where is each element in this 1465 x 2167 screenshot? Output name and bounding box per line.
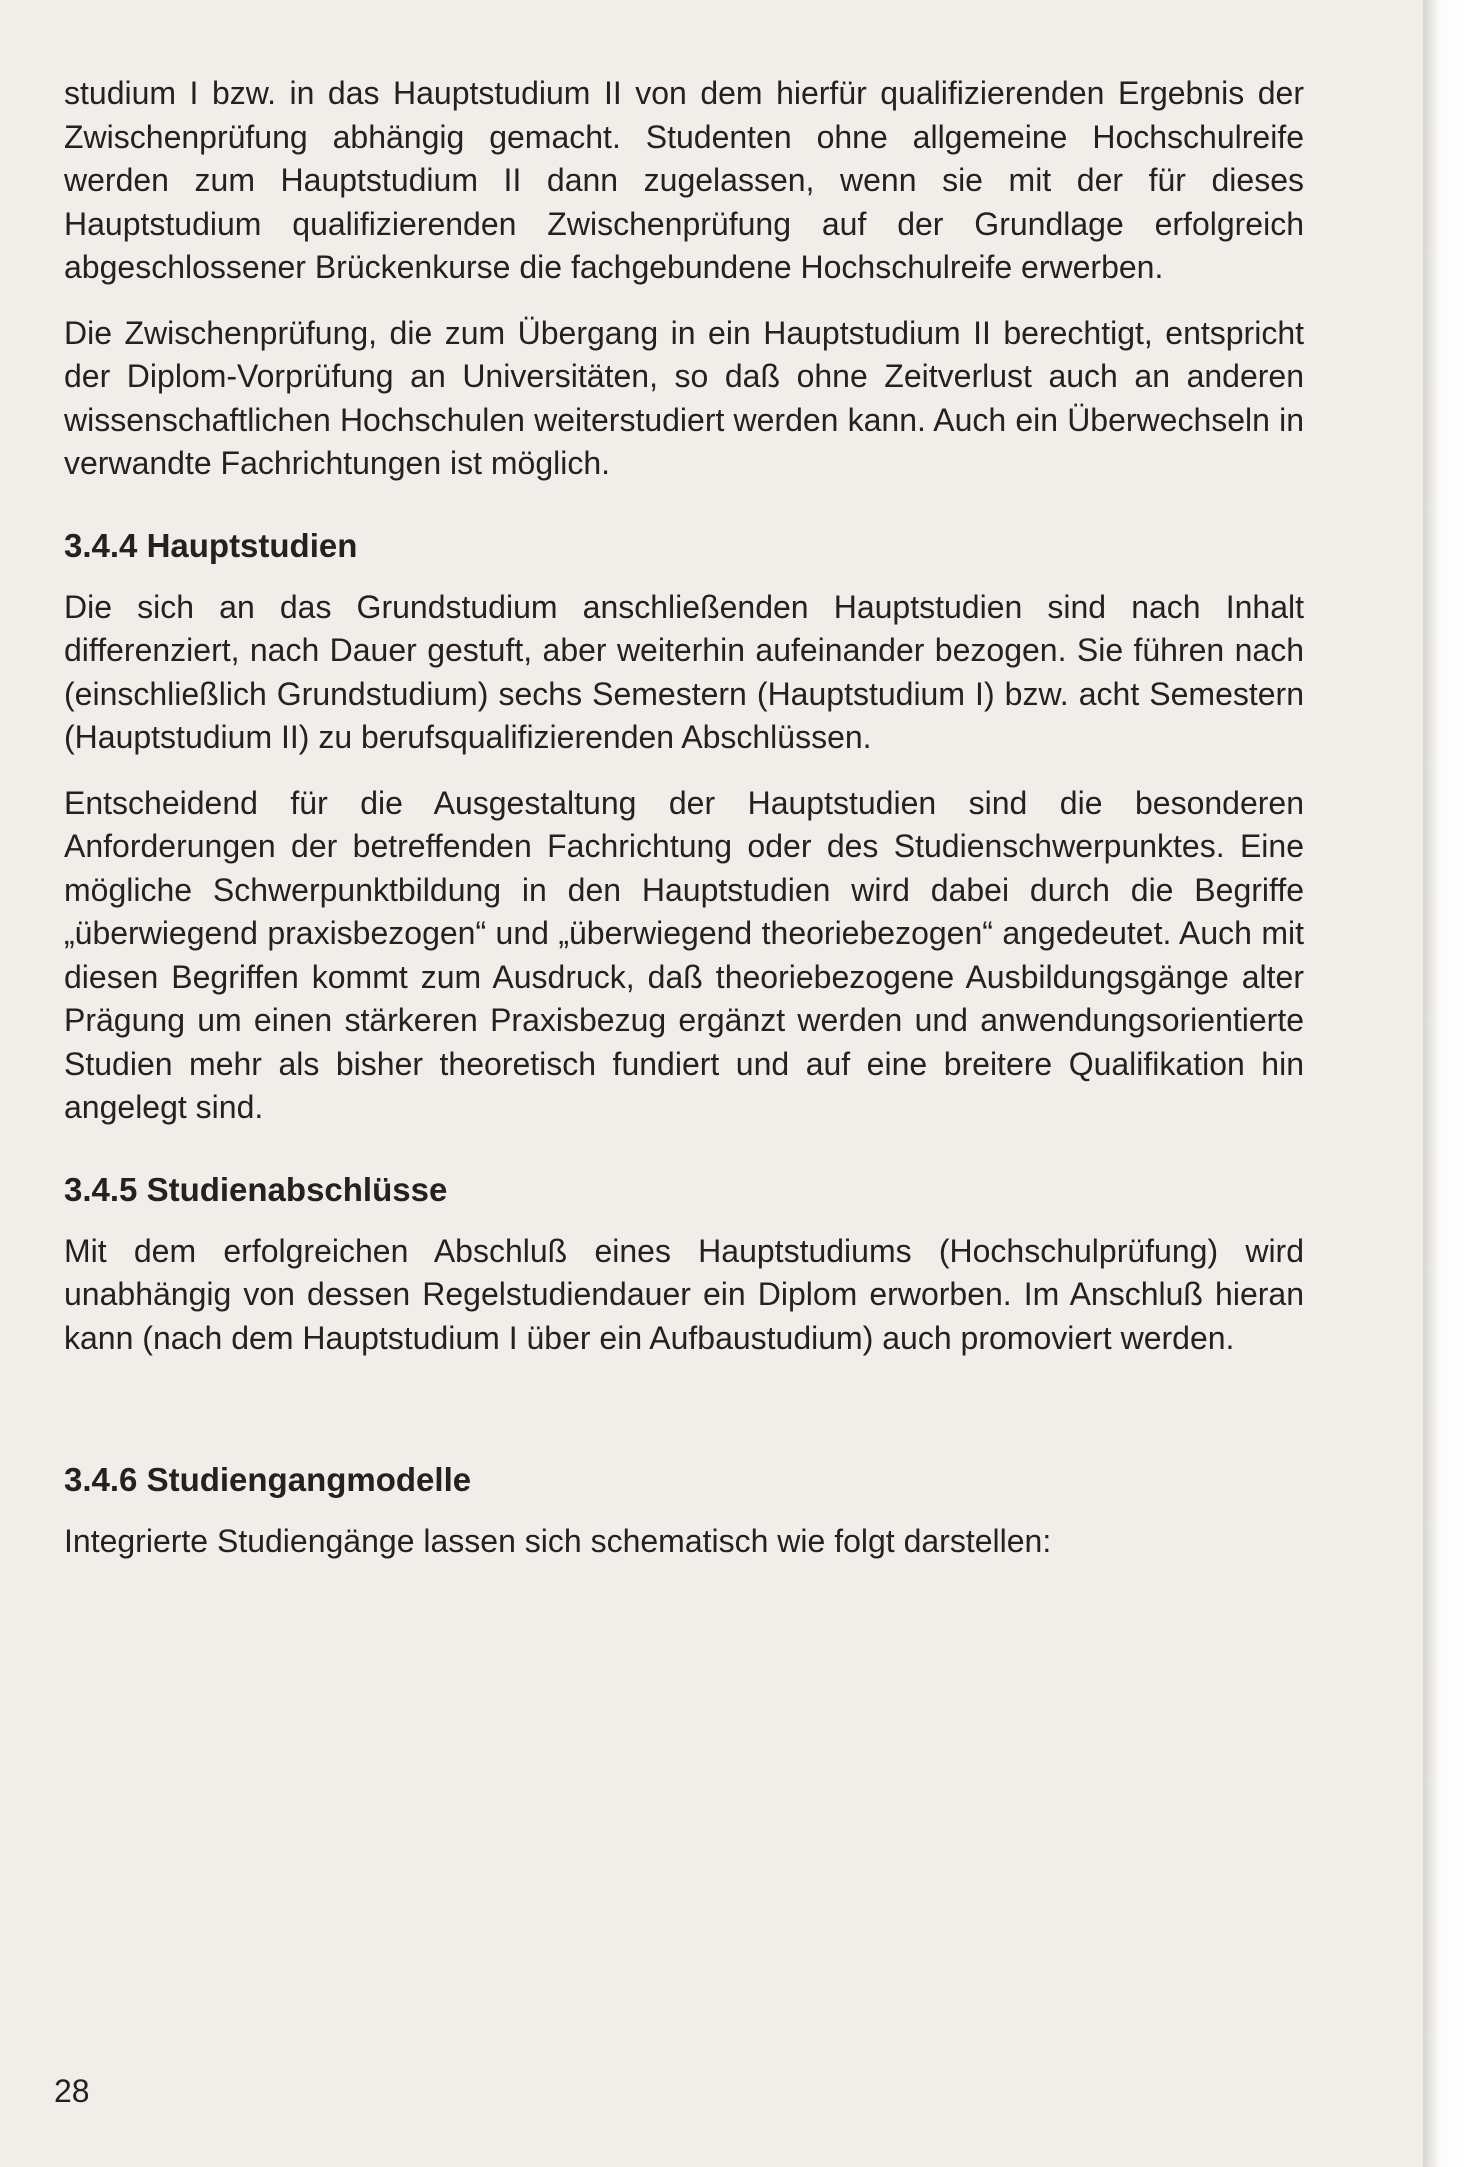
section-heading-studienabschluesse: 3.4.5 Studienabschlüsse <box>64 1170 448 1208</box>
page-number: 28 <box>54 2073 90 2109</box>
section-heading-hauptstudien: 3.4.4 Hauptstudien <box>64 526 358 564</box>
hauptstudien-paragraph-1: Die sich an das Grundstudium anschließenden Hauptstudien sind nach Inhalt differenziert, nach Dauer gestuft, aber weiterhin aufeinander bezogen. Sie führen nach (einschließlich Grundstudium) sechs Semestern (Hauptstudium I) bzw. acht Semestern (Hauptstudium II) zu berufsqualifizierenden Abschlüssen. <box>64 588 1304 755</box>
intro-paragraph-2: Die Zwischenprüfung, die zum Übergang in ein Hauptstudium II berechtigt, entspricht der Diplom-Vorprüfung an Universitäten, so daß ohne Zeitverlust auch an anderen wissenschaftlichen Hochschulen weiterstudiert werden kann. Auch ein Überwechseln in verwandte Fachrichtungen ist möglich. <box>64 314 1304 481</box>
studiengangmodelle-paragraph-1: Integrierte Studiengänge lassen sich schematisch wie folgt darstellen: <box>64 1523 1052 1559</box>
page-content <box>64 72 1304 1586</box>
studienabschluesse-paragraph-1: Mit dem erfolgreichen Abschluß eines Hauptstudiums (Hochschulprüfung) wird unabhängig von dessen Regelstudiendauer ein Diplom erworben. Im Anschluß hieran kann (nach dem Hauptstudium I über ein Aufbaustudium) auch promoviert werden. <box>64 1232 1304 1356</box>
section-heading-studiengangmodelle: 3.4.6 Studiengangmodelle <box>64 1461 472 1498</box>
page-edge <box>1423 0 1465 2167</box>
hauptstudien-paragraph-2: Entscheidend für die Ausgestaltung der Hauptstudien sind die besonderen Anforderungen der betreffenden Fachrichtung oder des Studienschwerpunktes. Eine mögliche Schwerpunktbildung in den Hauptstudien wird dabei durch die Begriffe „überwiegend praxisbezogen“ und „überwiegend theoriebezogen“ angedeutet. Auch mit diesen Begriffen kommt zum Ausdruck, daß theoriebezogene Ausbildungsgänge alter Prägung um einen stärkeren Praxisbezug ergänzt werden und anwendungsorientierte Studien mehr als bisher theoretisch fundiert und auf eine breitere Qualifikation hin angelegt sind. <box>64 784 1304 1125</box>
intro-paragraph-1: studium I bzw. in das Hauptstudium II von dem hierfür qualifizierenden Ergebnis der Zwischenprüfung abhängig gemacht. Studenten ohne allgemeine Hochschulreife werden zum Hauptstudium II dann zugelassen, wenn sie mit der für dieses Hauptstudium qualifizierenden Zwischenprüfung auf der Grundlage erfolgreich abgeschlossener Brückenkurse die fachgebundene Hochschulreife erwerben. <box>64 75 1304 285</box>
